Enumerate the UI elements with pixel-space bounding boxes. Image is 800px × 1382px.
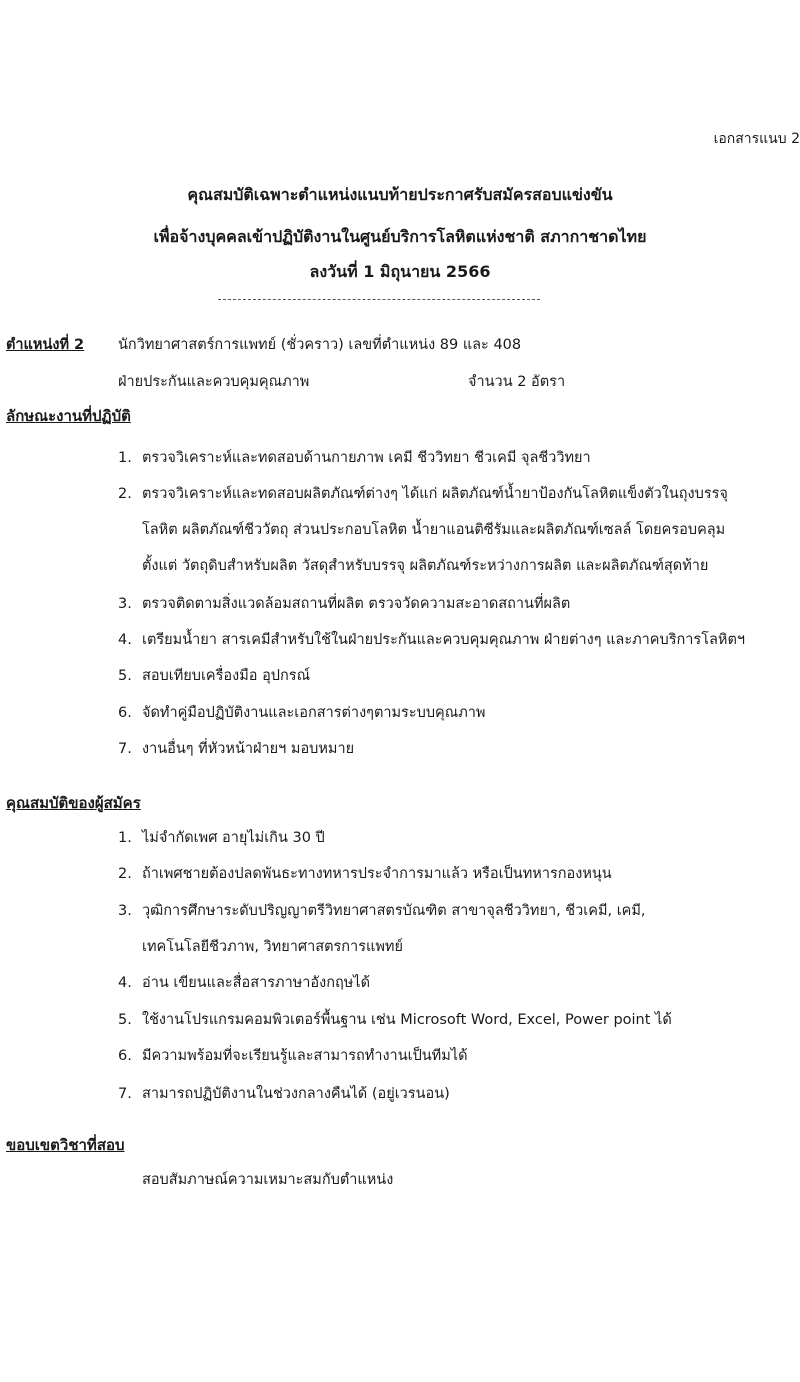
document-title-line-1: คุณสมบัติเฉพาะตำแหน่งแนบท้ายประกาศรับสมัครสอบแข่งขัน	[187, 185, 613, 204]
divider	[218, 299, 540, 300]
duty-item-7: 7. งานอื่นๆ ที่หัวหน้าฝ่ายฯ มอบหมาย	[118, 741, 355, 757]
qualification-item-1: 1. ไม่จำกัดเพศ อายุไม่เกิน 30 ปี	[118, 830, 325, 846]
duty-item-1: 1. ตรวจวิเคราะห์และทดสอบด้านกายภาพ เคมี ชีววิทยา ชีวเคมี จุลชีววิทยา	[118, 450, 591, 466]
qualification-item-4: 4. อ่าน เขียนและสื่อสารภาษาอังกฤษได้	[118, 975, 371, 991]
exam-scope-text: สอบสัมภาษณ์ความเหมาะสมกับตำแหน่ง	[142, 1172, 394, 1188]
qualifications-heading: คุณสมบัติของผู้สมัคร	[6, 794, 141, 812]
qualification-item-3-line-2: เทคโนโลยีชีวภาพ, วิทยาศาสตรการแพทย์	[142, 939, 403, 955]
duty-item-4: 4. เตรียมน้ำยา สารเคมีสำหรับใช้ในฝ่ายประกันและควบคุมคุณภาพ ฝ่ายต่างๆ และภาคบริการโลหิตฯ	[118, 632, 745, 648]
duty-item-2-line-2: โลหิต ผลิตภัณฑ์ชีววัตถุ ส่วนประกอบโลหิต น้ำยาแอนติซีรัมและผลิตภัณฑ์เซลล์ โดยครอบคลุม	[142, 522, 726, 538]
duty-item-2-line-3: ตั้งแต่ วัตถุดิบสำหรับผลิต วัสดุสำหรับบรรจุ ผลิตภัณฑ์ระหว่างการผลิต และผลิตภัณฑ์สุดท้าย	[142, 558, 709, 574]
position-count: จำนวน 2 อัตรา	[468, 374, 566, 390]
qualification-item-6: 6. มีความพร้อมที่จะเรียนรู้และสามารถทำงานเป็นทีมได้	[118, 1048, 468, 1064]
qualification-item-2: 2. ถ้าเพศชายต้องปลดพันธะทางทหารประจำการมาแล้ว หรือเป็นทหารกองหนุน	[118, 866, 612, 882]
duty-item-6: 6. จัดทำคู่มือปฏิบัติงานและเอกสารต่างๆตามระบบคุณภาพ	[118, 705, 486, 721]
position-title: นักวิทยาศาสตร์การแพทย์ (ชั่วคราว) เลขที่ตำแหน่ง 89 และ 408	[118, 337, 522, 353]
position-department: ฝ่ายประกันและควบคุมคุณภาพ	[118, 374, 310, 390]
exam-scope-heading: ขอบเขตวิชาที่สอบ	[6, 1136, 125, 1154]
qualification-item-3: 3. วุฒิการศึกษาระดับปริญญาตรีวิทยาศาสตรบัณฑิต สาขาจุลชีววิทยา, ชีวเคมี, เคมี,	[118, 903, 646, 919]
duties-heading: ลักษณะงานที่ปฏิบัติ	[6, 407, 131, 425]
attachment-label: เอกสารแนบ 2	[713, 131, 800, 147]
duty-item-2: 2. ตรวจวิเคราะห์และทดสอบผลิตภัณฑ์ต่างๆ ได้แก่ ผลิตภัณฑ์น้ำยาป้องกันโลหิตแข็งตัวในถุงบรรจุ	[118, 486, 728, 502]
duty-item-3: 3. ตรวจติดตามสิ่งแวดล้อมสถานที่ผลิต ตรวจวัดความสะอาดสถานที่ผลิต	[118, 596, 571, 612]
qualification-item-5: 5. ใช้งานโปรแกรมคอมพิวเตอร์พื้นฐาน เช่น Microsoft Word, Excel, Power point ได้	[118, 1012, 672, 1028]
position-label: ตำแหน่งที่ 2	[6, 337, 85, 353]
qualification-item-7: 7. สามารถปฏิบัติงานในช่วงกลางคืนได้ (อยู่เวรนอน)	[118, 1086, 450, 1102]
document-title-line-2: เพื่อจ้างบุคคลเข้าปฏิบัติงานในศูนย์บริการโลหิตแห่งชาติ สภากาชาดไทย	[153, 227, 647, 246]
document-date-line: ลงวันที่ 1 มิถุนายน 2566	[309, 262, 491, 281]
duty-item-5: 5. สอบเทียบเครื่องมือ อุปกรณ์	[118, 668, 311, 684]
